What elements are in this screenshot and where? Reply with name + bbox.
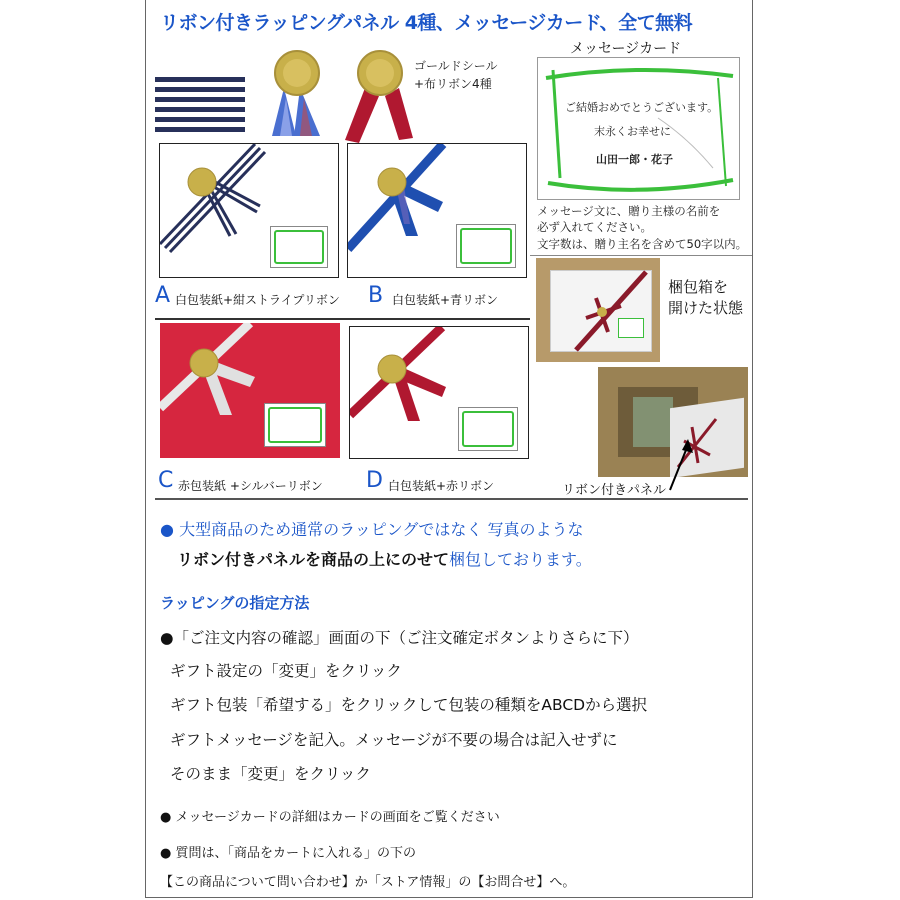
card-line-3: 山田一郎・花子 [596, 153, 673, 166]
mini-card-c [264, 403, 326, 447]
howto-heading: ラッピングの指定方法 [160, 594, 310, 612]
option-a-letter: A [155, 283, 171, 308]
intro-line-2a: リボン付きパネルを商品の上にのせて [177, 550, 450, 569]
ribbon-panel-label: リボン付きパネル [562, 483, 667, 498]
howto-line-4: ギフトメッセージを記入。メッセージが不要の場合は記入せずに [170, 731, 618, 749]
option-a-label: 白包装紙+紺ストライプリボン [175, 293, 340, 307]
message-card [537, 57, 740, 200]
option-b-label: 白包装紙+青リボン [392, 293, 499, 307]
intro-bullet: ● [160, 520, 174, 539]
mini-card-a [270, 226, 328, 268]
gold-seal-label-1: ゴールドシール [414, 59, 498, 73]
note-line-2: 質問は、「商品をカートに入れる」の下の [175, 846, 416, 861]
red-ribbon-box [536, 258, 660, 362]
page-title: リボン付きラッピングパネル 4種、メッセージカード、全て無料 [160, 12, 693, 34]
wrap-panel-b [347, 143, 527, 278]
divider-2 [155, 498, 748, 500]
wrap-panel-c [160, 323, 340, 458]
howto-bullet: ● [160, 629, 174, 647]
card-note-1: メッセージ文に、贈り主様の名前を [537, 204, 721, 218]
divider-right [530, 255, 752, 256]
intro-line-2b: 梱包しております。 [449, 550, 592, 569]
divider-1 [155, 318, 530, 320]
gold-seal-label-2: +布リボン4種 [414, 77, 492, 91]
wrap-panel-d [349, 326, 529, 459]
howto-line-5: そのまま「変更」をクリック [170, 765, 371, 783]
note-bullet-1: ● [160, 810, 172, 825]
mini-card-b [456, 224, 516, 268]
gold-seal-red-ribbon [345, 48, 415, 143]
box-open-label-2: 開けた状態 [668, 299, 744, 317]
note-line-3: 【この商品について問い合わせ】か「ストア情報」の【お問合せ】へ。 [160, 875, 576, 890]
wrap-panel-a [159, 143, 339, 278]
option-c-label: 赤包装紙 +シルバーリボン [178, 479, 323, 493]
mini-card-d [458, 407, 518, 451]
howto-line-3: ギフト包装「希望する」をクリックして包装の種類をABCDから選択 [170, 696, 648, 714]
card-note-3: 文字数は、贈り主名を含めて50字以内。 [537, 237, 748, 251]
card-line-2: 末永くお幸せに [594, 125, 671, 138]
option-d-letter: D [366, 468, 383, 493]
message-card-heading: メッセージカード [570, 41, 682, 57]
option-c-letter: C [158, 468, 174, 493]
intro-line-1: 大型商品のため通常のラッピングではなく 写真のような [179, 520, 584, 539]
box-photo-closed [536, 258, 660, 362]
gold-seal-plaid-ribbon [262, 48, 332, 138]
box-open-label-1: 梱包箱を [668, 278, 729, 296]
option-b-letter: B [368, 283, 384, 308]
stripe-ribbon-swatch [155, 75, 245, 133]
note-line-1: メッセージカードの詳細はカードの画面をご覧ください [175, 810, 500, 825]
card-note-2: 必ず入れてください。 [537, 220, 652, 234]
howto-line-1: 「ご注文内容の確認」画面の下（ご注文確定ボタンよりさらに下） [173, 629, 639, 647]
card-line-1: ご結婚おめでとうございます。 [565, 101, 719, 114]
option-d-label: 白包装紙+赤リボン [388, 479, 495, 493]
note-bullet-2: ● [160, 846, 172, 861]
howto-line-2: ギフト設定の「変更」をクリック [170, 662, 402, 680]
